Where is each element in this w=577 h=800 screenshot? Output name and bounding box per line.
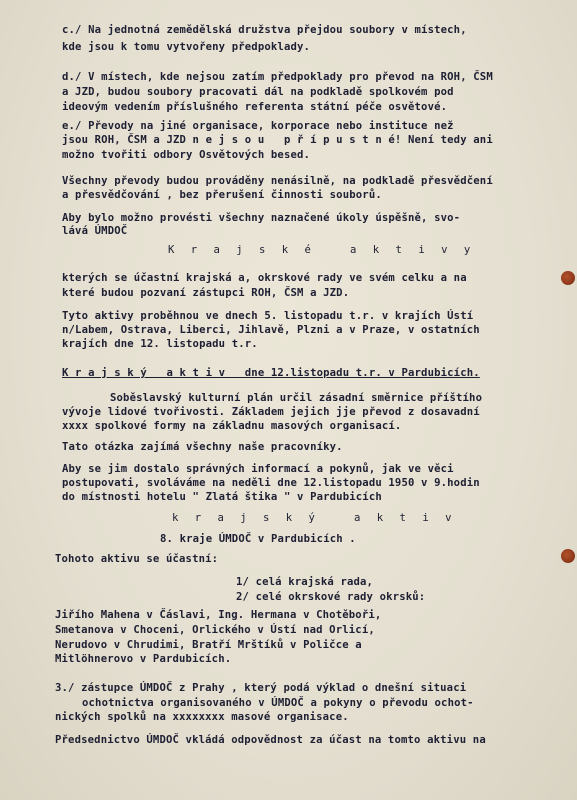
text-line: Mitlöhnerovo v Pardubicích. xyxy=(55,653,232,665)
text-line: vývoje lidové tvořivosti. Základem jejich jje převod z dosavadní xyxy=(62,406,480,418)
text-line: jsou ROH, ČSM a JZD n e j s o u p ř í p u s t n é! Není tedy ani xyxy=(62,134,493,146)
text-line: krajích dne 12. listopadu t.r. xyxy=(62,338,258,350)
text-line: Předsednictvo ÚMDOČ vkládá odpovědnost za účast na tomto aktivu na xyxy=(55,734,486,746)
text-line: Tohoto aktivu se účastní: xyxy=(55,553,219,565)
text-line: xxxx spolkové formy na základnu masových organisací. xyxy=(62,420,402,432)
text-line: d./ V místech, kde nejsou zatím předpoklady pro převod na ROH, ČSM xyxy=(62,71,493,83)
text-line: Tato otázka zajímá všechny naše pracovníky. xyxy=(62,441,343,453)
text-line: e./ Převody na jiné organisace, korporace nebo instituce než xyxy=(62,120,454,132)
text-line: c./ Na jednotná zemědělská družstva přejdou soubory v místech, xyxy=(62,24,467,36)
list-item: 2/ celé okrskové rady okrsků: xyxy=(236,591,426,603)
text-line: 8. kraje ÚMDOČ v Pardubicích . xyxy=(160,533,356,545)
text-line: Smetanova v Choceni, Orlického v Ústí nad Orlicí, xyxy=(55,624,375,636)
section-heading: k r a j s k ý a k t i v xyxy=(172,512,457,524)
punch-hole xyxy=(561,271,575,285)
text-line: možno tvořiti odbory Osvětových besed. xyxy=(62,149,311,161)
punch-hole xyxy=(561,549,575,563)
list-item: 1/ celá krajská rada, xyxy=(236,576,374,588)
text-line: Nerudovo v Chrudimi, Bratří Mrštíků v Poličce a xyxy=(55,639,362,651)
text-line: Jiřího Mahena v Čáslavi, Ing. Hermana v Chotěboři, xyxy=(55,609,382,621)
text-line: Všechny převody budou prováděny nenásilně, na podkladě přesvědčení xyxy=(62,175,493,187)
text-line: a JZD, budou soubory pracovati dál na podkladě spolkovém pod xyxy=(62,86,454,98)
text-line: postupovati, svoláváme na neděli dne 12.listopadu 1950 v 9.hodin xyxy=(62,477,480,489)
text-line: Tyto aktivy proběhnou ve dnech 5. listopadu t.r. v krajích Ústí xyxy=(62,310,474,322)
text-line: Aby bylo možno provésti všechny naznačené úkoly úspěšně, svo- xyxy=(62,212,461,224)
text-line: kde jsou k tomu vytvořeny předpoklady. xyxy=(62,41,311,53)
text-line: ideovým vedením příslušného referenta státní péče osvětové. xyxy=(62,101,448,113)
section-heading: K r a j s k é a k t i v y xyxy=(168,244,476,256)
text-line: a přesvědčování , bez přerušení činnosti souborů. xyxy=(62,189,382,201)
text-line: n/Labem, Ostrava, Liberci, Jihlavě, Plzni a v Praze, v ostatních xyxy=(62,324,480,336)
text-line: nických spolků na xxxxxxxx masové organisace. xyxy=(55,711,349,723)
section-heading: K r a j s k ý a k t i v dne 12.listopadu t.r. v Pardubicích. xyxy=(62,367,480,379)
text-line: Aby se jim dostalo správných informací a pokynů, jak ve věci xyxy=(62,463,454,475)
list-item: 3./ zástupce ÚMDOČ z Prahy , který podá výklad o dnešní situaci xyxy=(55,682,467,694)
text-line: do místnosti hotelu " Zlatá štika " v Pardubicích xyxy=(62,491,382,503)
text-line: lává ÚMDOČ xyxy=(62,225,128,237)
text-line: kterých se účastní krajská a, okrskové rady ve svém celku a na xyxy=(62,272,467,284)
text-line: ochotnictva organisovaného v ÚMDOČ a pokyny o převodu ochot- xyxy=(82,697,474,709)
text-line: Soběslavský kulturní plán určil zásadní směrnice příštího xyxy=(110,392,483,404)
text-line: které budou pozvaní zástupci ROH, ČSM a JZD. xyxy=(62,287,350,299)
